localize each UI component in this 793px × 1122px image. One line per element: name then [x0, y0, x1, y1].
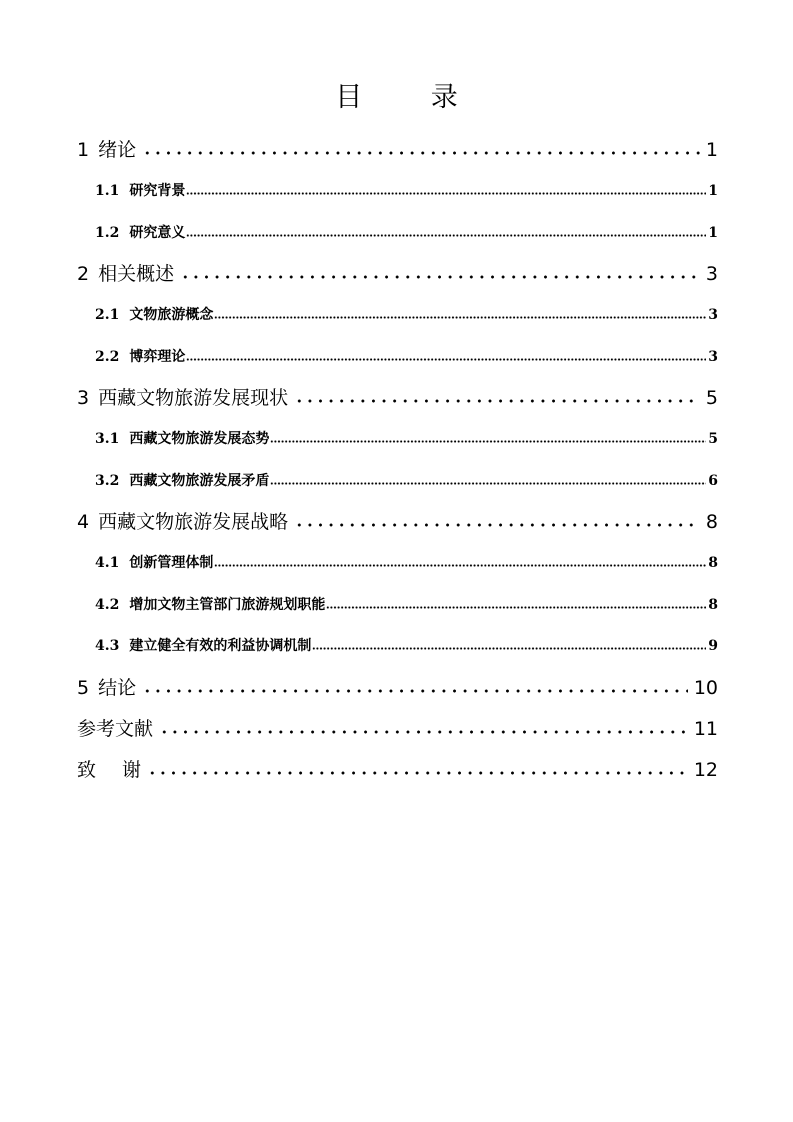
toc-entry-2-2[interactable]	[77, 337, 718, 379]
toc-entry-title: 西藏文物旅游发展态势	[129, 431, 270, 447]
toc-entry-4-1[interactable]	[77, 543, 718, 585]
dot-leader	[186, 192, 706, 195]
toc-entry-page: 8	[705, 511, 718, 533]
toc-entry-1[interactable]	[77, 130, 718, 171]
dot-leader	[214, 316, 706, 319]
toc-entry-3[interactable]	[77, 378, 718, 419]
toc-entry-number: 1	[77, 139, 90, 161]
toc-entry-page: 1	[708, 224, 718, 241]
dot-leader	[159, 730, 688, 734]
dot-leader	[180, 275, 700, 279]
dot-leader	[142, 151, 700, 155]
toc-entry-page: 5	[708, 431, 718, 447]
toc-entry-page: 11	[693, 717, 718, 740]
table-of-contents	[77, 130, 718, 791]
toc-entry-title: 文物旅游概念	[129, 307, 214, 323]
toc-title: 目 录	[335, 82, 488, 113]
toc-entry-4-2[interactable]	[77, 585, 718, 627]
toc-entry-number: 2	[77, 263, 90, 285]
toc-entry-title: 西藏文物旅游发展现状	[98, 387, 289, 409]
toc-entry-3-1[interactable]	[77, 419, 718, 461]
dot-leader	[214, 564, 706, 567]
toc-entry-page: 3	[708, 348, 718, 365]
dot-leader	[142, 689, 688, 693]
toc-entry-title	[77, 750, 141, 791]
toc-entry-page: 1	[708, 183, 718, 199]
toc-entry-number: 5	[77, 676, 90, 699]
dot-leader	[294, 523, 700, 527]
toc-entry-title-part1: 致	[77, 758, 97, 781]
toc-entry-references[interactable]	[77, 709, 718, 750]
dot-leader	[186, 358, 706, 361]
toc-entry-page: 3	[708, 307, 718, 323]
toc-entry-title: 参考文献	[77, 717, 154, 740]
toc-entry-page: 8	[708, 596, 718, 613]
toc-entry-title: 创新管理体制	[129, 555, 214, 571]
dot-leader	[326, 606, 706, 609]
toc-entry-acknowledgements[interactable]	[77, 750, 718, 791]
toc-entry-title: 相关概述	[98, 263, 175, 285]
toc-entry-title: 博弈理论	[129, 348, 186, 365]
toc-entry-2-1[interactable]	[77, 295, 718, 337]
toc-entry-title: 建立健全有效的利益协调机制	[129, 638, 312, 654]
dot-leader	[312, 647, 706, 650]
toc-entry-3-2[interactable]	[77, 461, 718, 503]
dot-leader	[270, 482, 706, 485]
toc-entry-title-part2: 谢	[122, 758, 142, 781]
toc-entry-number: 1.2	[95, 224, 120, 241]
toc-entry-number: 3.2	[95, 472, 120, 489]
toc-entry-number: 1.1	[95, 183, 120, 199]
toc-entry-title: 研究意义	[129, 224, 186, 241]
dot-leader	[270, 440, 706, 443]
toc-entry-page: 8	[708, 555, 718, 571]
dot-leader	[294, 399, 700, 403]
dot-leader	[186, 234, 706, 237]
toc-entry-page: 1	[705, 139, 718, 161]
toc-entry-title: 增加文物主管部门旅游规划职能	[129, 596, 326, 613]
toc-entry-number: 4.1	[95, 555, 120, 571]
toc-entry-number: 3.1	[95, 431, 120, 447]
toc-entry-page: 10	[693, 676, 718, 699]
toc-entry-number: 2.2	[95, 348, 120, 365]
toc-entry-1-1[interactable]	[77, 171, 718, 213]
toc-entry-number: 4.3	[95, 638, 120, 654]
toc-entry-number: 4.2	[95, 596, 120, 613]
toc-entry-title: 研究背景	[129, 183, 186, 199]
toc-entry-page: 12	[693, 758, 718, 781]
toc-entry-page: 3	[705, 263, 718, 285]
toc-entry-number: 2.1	[95, 307, 120, 323]
toc-entry-title: 绪论	[98, 139, 137, 161]
toc-entry-page: 5	[705, 387, 718, 409]
toc-entry-title: 结论	[98, 676, 137, 699]
toc-entry-title: 西藏文物旅游发展战略	[98, 511, 289, 533]
toc-entry-4[interactable]	[77, 502, 718, 543]
toc-entry-number: 4	[77, 511, 90, 533]
toc-entry-number: 3	[77, 387, 90, 409]
toc-entry-1-2[interactable]	[77, 213, 718, 255]
toc-entry-page: 6	[708, 472, 718, 489]
toc-entry-2[interactable]	[77, 254, 718, 295]
toc-entry-page: 9	[708, 638, 718, 654]
dot-leader	[147, 771, 688, 775]
toc-entry-title: 西藏文物旅游发展矛盾	[129, 472, 270, 489]
toc-entry-4-3[interactable]	[77, 626, 718, 668]
toc-entry-5[interactable]	[77, 668, 718, 709]
